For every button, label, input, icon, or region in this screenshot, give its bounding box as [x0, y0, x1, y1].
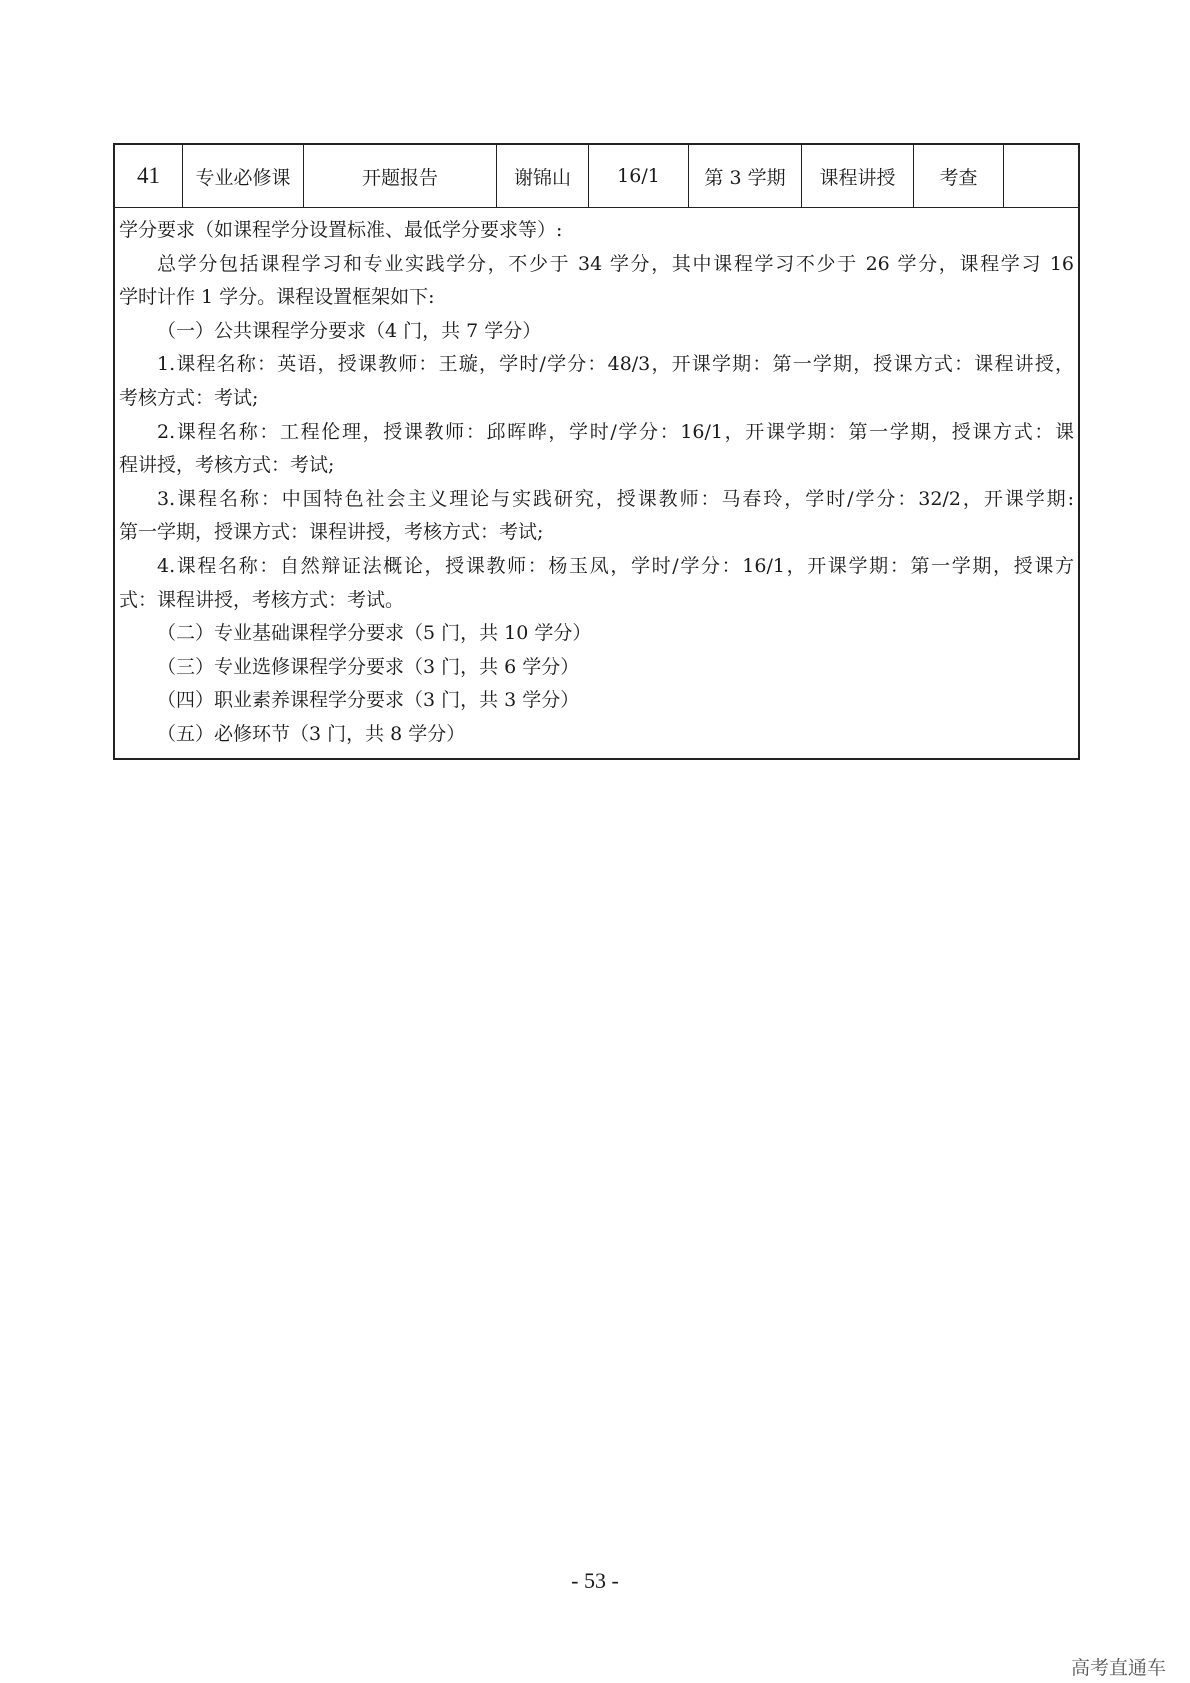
requirements-heading: 学分要求（如课程学分设置标准、最低学分要求等）:: [119, 219, 563, 241]
table-row: [115, 145, 1078, 208]
hours-credits: 16/1: [589, 145, 689, 207]
public-courses-heading: （一）公共课程学分要求（4 门，共 7 学分）: [157, 319, 542, 342]
course-name: 开题报告: [304, 145, 497, 207]
semester: 第 3 学期: [689, 145, 802, 207]
extra-cell: [1004, 145, 1078, 207]
course-1-line-1: 1.课程名称：英语，授课教师：王璇，学时/学分：48/3，开课学期：第一学期，授课方式：课程讲授，: [157, 353, 1074, 376]
course-4-line-2: 式：课程讲授，考核方式：考试。: [119, 588, 405, 611]
course-2-line-1: 2.课程名称：工程伦理，授课教师：邱晖晔，学时/学分：16/1，开课学期：第一学期，授课方式：课: [157, 420, 1074, 443]
section-3: （三）专业选修课程学分要求（3 门，共 6 学分）: [157, 655, 580, 678]
teacher-name: 谢锦山: [497, 145, 589, 207]
intro-line-2: 学时计作 1 学分。课程设置框架如下:: [119, 286, 435, 309]
credit-requirements: [115, 208, 1078, 758]
course-table: [113, 143, 1080, 760]
assessment-method: 考查: [914, 145, 1004, 207]
course-4-line-1: 4.课程名称：自然辩证法概论，授课教师：杨玉凤，学时/学分：16/1，开课学期：第一学期，授课方: [157, 554, 1074, 577]
course-category: 专业必修课: [183, 145, 304, 207]
watermark: 高考直通车: [1070, 1657, 1166, 1679]
course-3-line-1: 3.课程名称：中国特色社会主义理论与实践研究，授课教师：马春玲，学时/学分：32/2，开课学期:: [157, 487, 1074, 510]
course-1-line-2: 考核方式：考试;: [119, 386, 259, 409]
teaching-method: 课程讲授: [802, 145, 914, 207]
intro-line-1: 总学分包括课程学习和专业实践学分，不少于 34 学分，其中课程学习不少于 26 学分，课程学习 16: [157, 252, 1074, 275]
page-number: - 53 -: [571, 1568, 619, 1593]
row-number: 41: [115, 145, 183, 207]
section-4: （四）职业素养课程学分要求（3 门，共 3 学分）: [157, 689, 580, 712]
course-2-line-2: 程讲授，考核方式：考试;: [119, 454, 335, 477]
course-3-line-2: 第一学期，授课方式：课程讲授，考核方式：考试;: [119, 521, 544, 544]
section-2: （二）专业基础课程学分要求（5 门，共 10 学分）: [157, 622, 592, 645]
section-5: （五）必修环节（3 门，共 8 学分）: [157, 722, 466, 745]
